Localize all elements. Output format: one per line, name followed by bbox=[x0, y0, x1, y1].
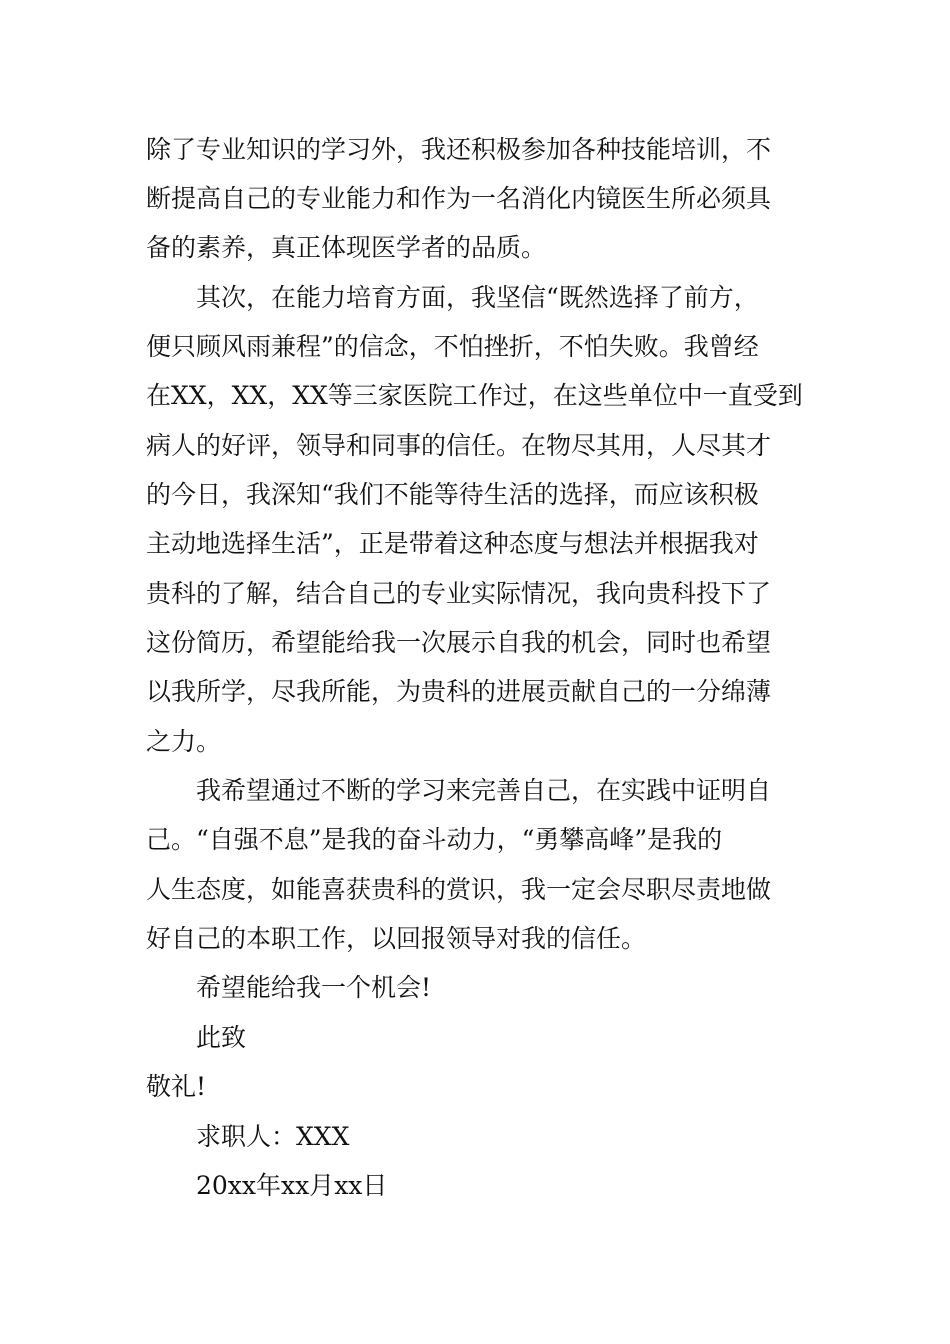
signature-line: 求职人：XXX bbox=[196, 1122, 350, 1151]
paragraph-start-line: 我希望通过不断的学习来完善自己，在实践中证明自 bbox=[196, 776, 772, 805]
text-line: 贵科的了解，结合自己的专业实际情况，我向贵科投下了 bbox=[146, 579, 772, 608]
text-line: 之力。 bbox=[146, 727, 222, 756]
salutation-line: 此致 bbox=[196, 1023, 247, 1052]
text-line: 好自己的本职工作，以回报领导对我的信任。 bbox=[146, 924, 647, 953]
regards-line: 敬礼! bbox=[146, 1072, 207, 1101]
text-line: 人生态度，如能喜获贵科的赏识，我一定会尽职尽责地做 bbox=[146, 875, 772, 904]
text-line: 在XX，XX，XX等三家医院工作过，在这些单位中一直受到 bbox=[146, 381, 803, 410]
text-line: 己。“自强不息”是我的奋斗动力，“勇攀高峰”是我的 bbox=[146, 825, 723, 854]
closing-wish: 希望能给我一个机会! bbox=[196, 973, 432, 1002]
text-line: 主动地选择生活”，正是带着这种态度与想法并根据我对 bbox=[146, 529, 759, 558]
text-line: 断提高自己的专业能力和作为一名消化内镜医生所必须具 bbox=[146, 184, 772, 213]
text-line: 除了专业知识的学习外，我还积极参加各种技能培训，不 bbox=[146, 135, 772, 164]
text-line: 备的素养，真正体现医学者的品质。 bbox=[146, 233, 547, 262]
text-line: 便只顾风雨兼程”的信念，不怕挫折，不怕失败。我曾经 bbox=[146, 332, 759, 361]
date-line: 20xx年xx月xx日 bbox=[196, 1171, 388, 1200]
text-line: 病人的好评，领导和同事的信任。在物尽其用，人尽其才 bbox=[146, 431, 772, 460]
text-line: 以我所学，尽我所能，为贵科的进展贡献自己的一分绵薄 bbox=[146, 677, 772, 706]
paragraph-start-line: 其次，在能力培育方面，我坚信“既然选择了前方， bbox=[196, 283, 759, 312]
text-line: 的今日，我深知“我们不能等待生活的选择，而应该积极 bbox=[146, 480, 759, 509]
text-line: 这份简历，希望能给我一次展示自我的机会，同时也希望 bbox=[146, 628, 772, 657]
